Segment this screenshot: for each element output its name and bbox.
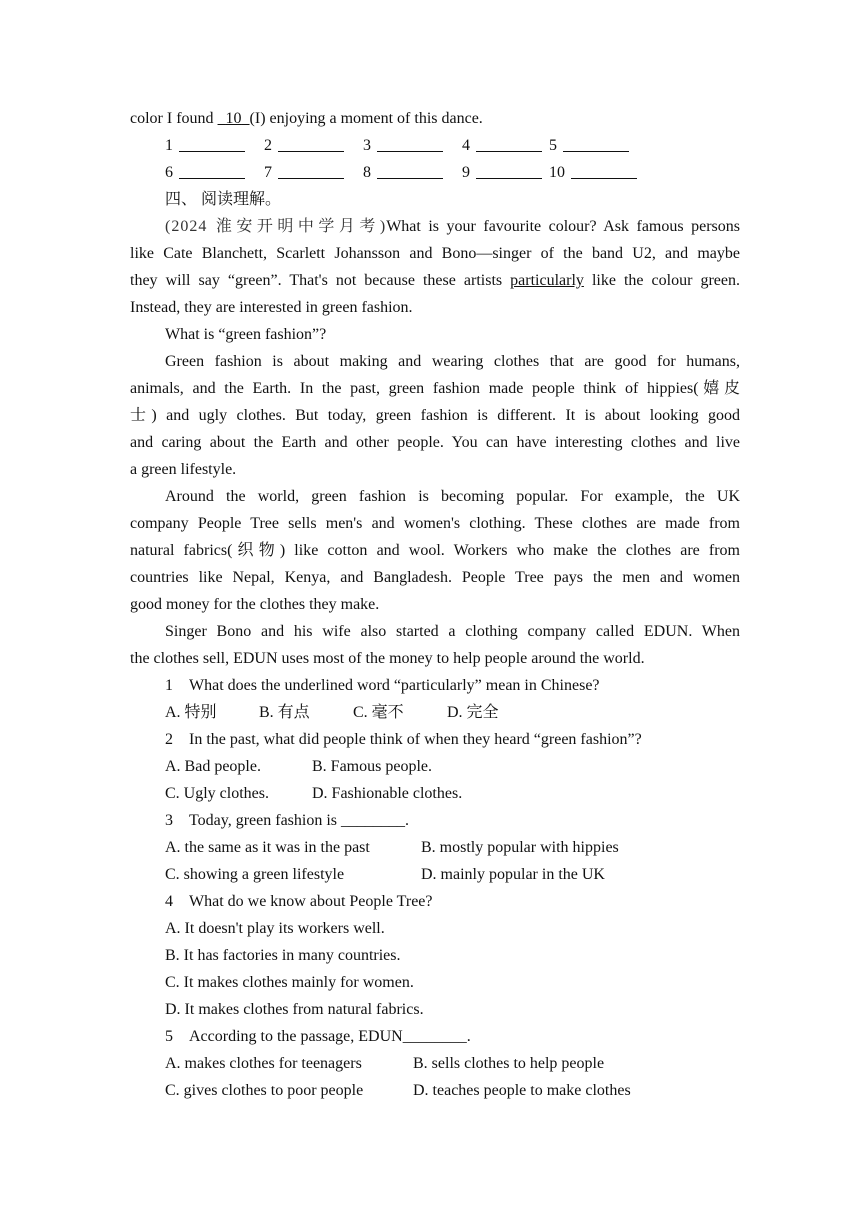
answer-blank[interactable]	[377, 135, 443, 152]
option-a[interactable]: A. 特别	[165, 704, 217, 721]
answer-blank[interactable]	[476, 162, 542, 179]
option-d[interactable]: D. mainly popular in the UK	[421, 866, 605, 883]
option-a[interactable]: A. makes clothes for teenagers	[165, 1055, 362, 1072]
question-3-options-row	[165, 834, 740, 861]
answer-number: 9	[462, 164, 470, 181]
passage-line: What is “green fashion”?	[165, 326, 327, 343]
option-a[interactable]: A. It doesn't play its workers well.	[165, 920, 385, 937]
answer-blank[interactable]	[278, 135, 344, 152]
answer-blank[interactable]	[476, 135, 542, 152]
cloze-text-after: (I) enjoying a moment of this dance.	[249, 110, 483, 127]
answer-number: 7	[264, 164, 272, 181]
option-d[interactable]: D. 完全	[447, 704, 499, 721]
passage-line: Singer Bono and his wife also started a clothing company called EDUN. When	[165, 623, 740, 640]
passage-line: good money for the clothes they make.	[130, 596, 380, 613]
question-2-options-row	[165, 753, 740, 780]
answer-blank[interactable]	[571, 162, 637, 179]
passage-line: a green lifestyle.	[130, 461, 237, 478]
option-c[interactable]: C. Ugly clothes.	[165, 785, 269, 802]
option-d[interactable]: D. teaches people to make clothes	[413, 1082, 631, 1099]
passage-line: the clothes sell, EDUN uses most of the money to help people around the world.	[130, 650, 645, 667]
option-c[interactable]: C. 毫不	[353, 704, 404, 721]
option-d[interactable]: D. Fashionable clothes.	[312, 785, 463, 802]
answer-number: 8	[363, 164, 371, 181]
option-a[interactable]: A. Bad people.	[165, 758, 261, 775]
question-5-options-row	[165, 1050, 740, 1077]
cloze-last-line	[130, 105, 740, 132]
answer-number: 2	[264, 137, 272, 154]
passage-line: countries like Nepal, Kenya, and Bangladesh. People Tree pays the men and women	[130, 569, 740, 586]
answer-number: 1	[165, 137, 173, 154]
source-label: (2024 淮安开明中学月考)	[165, 218, 387, 235]
passage-line: animals, and the Earth. In the past, green fashion made people think of hippies(嬉皮	[130, 380, 740, 397]
section-heading: 四、 阅读理解。	[165, 191, 282, 208]
passage-line: 士) and ugly clothes. But today, green fashion is different. It is about looking good	[130, 407, 741, 424]
option-b[interactable]: B. 有点	[259, 704, 310, 721]
cloze-blank-10: 10	[225, 110, 242, 127]
answer-blank[interactable]	[377, 162, 443, 179]
option-b[interactable]: B. It has factories in many countries.	[165, 947, 401, 964]
option-b[interactable]: B. sells clothes to help people	[413, 1055, 605, 1072]
question-3: 3 Today, green fashion is ________.	[165, 812, 410, 829]
answer-number: 3	[363, 137, 371, 154]
question-5: 5 According to the passage, EDUN________.	[165, 1028, 471, 1045]
underlined-word: particularly	[510, 272, 584, 289]
question-4: 4 What do we know about People Tree?	[165, 893, 433, 910]
answer-number: 5	[549, 137, 557, 154]
passage-line: Around the world, green fashion is becoming popular. For example, the UK	[165, 488, 740, 505]
option-c[interactable]: C. gives clothes to poor people	[165, 1082, 364, 1099]
question-2: 2 In the past, what did people think of when they heard “green fashion”?	[165, 731, 642, 748]
passage-line: company People Tree sells men's and women's clothing. These clothes are made from	[130, 515, 740, 532]
question-3-options-row	[165, 861, 740, 888]
option-c[interactable]: C. It makes clothes mainly for women.	[165, 974, 414, 991]
question-1-options	[165, 699, 740, 726]
answer-number: 10	[549, 164, 565, 181]
cloze-text-before: color I found	[130, 110, 218, 127]
question-1: 1 What does the underlined word “particularly” mean in Chinese?	[165, 677, 600, 694]
answer-number: 6	[165, 164, 173, 181]
passage-line: natural fabrics(织物) like cotton and wool. Workers who make the clothes are from	[130, 542, 740, 559]
answer-blank[interactable]	[563, 135, 629, 152]
passage-line: like Cate Blanchett, Scarlett Johansson and Bono—singer of the band U2, and maybe	[130, 245, 740, 262]
answer-blank[interactable]	[179, 162, 245, 179]
question-2-options-row	[165, 780, 740, 807]
answer-blank[interactable]	[179, 135, 245, 152]
option-b[interactable]: B. Famous people.	[312, 758, 432, 775]
passage-line: and caring about the Earth and other people. You can have interesting clothes and live	[130, 434, 740, 451]
question-5-options-row	[165, 1077, 740, 1104]
answer-number: 4	[462, 137, 470, 154]
answer-row-1	[165, 132, 740, 159]
passage-line: (2024 淮安开明中学月考)What is your favourite colour? Ask famous persons	[165, 218, 740, 235]
option-a[interactable]: A. the same as it was in the past	[165, 839, 370, 856]
passage-line: they will say “green”. That's not because these artists particularly like the colour green.	[130, 272, 741, 289]
passage-line: Green fashion is about making and wearing clothes that are good for humans,	[165, 353, 740, 370]
option-b[interactable]: B. mostly popular with hippies	[421, 839, 619, 856]
option-d[interactable]: D. It makes clothes from natural fabrics.	[165, 1001, 424, 1018]
passage-line: Instead, they are interested in green fashion.	[130, 299, 413, 316]
answer-blank[interactable]	[278, 162, 344, 179]
answer-row-2	[165, 159, 740, 186]
option-c[interactable]: C. showing a green lifestyle	[165, 866, 345, 883]
